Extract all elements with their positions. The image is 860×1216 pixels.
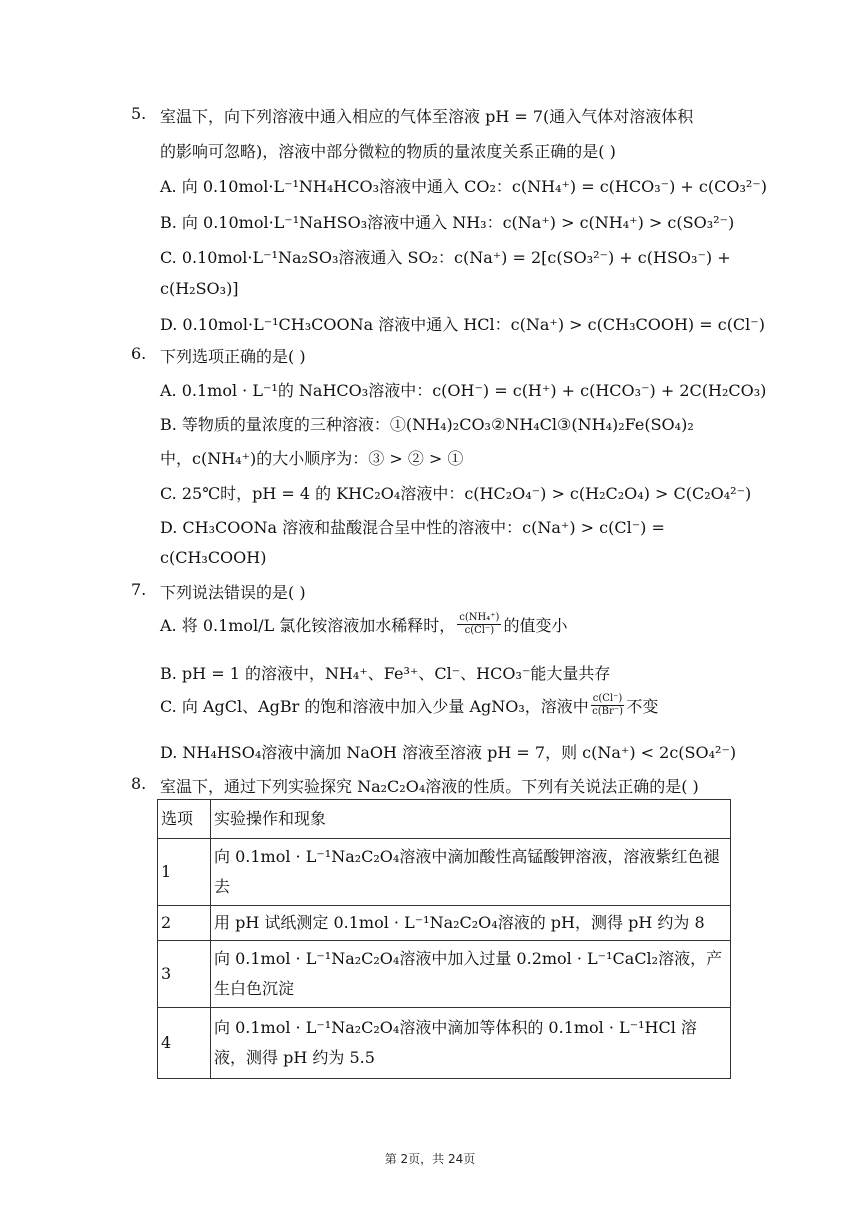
question-stem: 下列选项正确的是( ) [160, 347, 306, 366]
option-d: D. NH₄HSO₄溶液中滴加 NaOH 溶液至溶液 pH = 7，则 c(Na⁺) < 2c(SO₄²⁻) [160, 743, 737, 762]
option-d: D. 0.10mol·L⁻¹CH₃COONa 溶液中通入 HCl：c(Na⁺) > c(CH₃COOH) = c(Cl⁻) [160, 315, 765, 334]
table-header-cell: 选项 [158, 800, 211, 839]
option-a: A. 向 0.10mol·L⁻¹NH₄HCO₃溶液中通入 CO₂：c(NH₄⁺) = c(HCO₃⁻) + c(CO₃²⁻) [160, 177, 767, 196]
option-b: B. pH = 1 的溶液中，NH₄⁺、Fe³⁺、Cl⁻、HCO₃⁻能大量共存 [160, 664, 611, 683]
table-cell: 向 0.1mol · L⁻¹Na₂C₂O₄溶液中加入过量 0.2mol · L⁻¹CaCl₂溶液，产生白色沉淀 [211, 941, 731, 1008]
option-d: D. CH₃COONa 溶液和盐酸混合呈中性的溶液中：c(Na⁺) > c(Cl⁻) = [160, 518, 665, 537]
table-cell: 用 pH 试纸测定 0.1mol · L⁻¹Na₂C₂O₄溶液的 pH，测得 pH 约为 8 [211, 906, 731, 941]
option-c: C. 0.10mol·L⁻¹Na₂SO₃溶液通入 SO₂：c(Na⁺) = 2[c(SO₃²⁻) + c(HSO₃⁻) + [160, 248, 731, 267]
option-a-tail: 的值变小 [503, 616, 568, 635]
table-cell: 3 [158, 941, 211, 1008]
table-cell: 向 0.1mol · L⁻¹Na₂C₂O₄溶液中滴加酸性高锰酸钾溶液，溶液紫红色褪去 [211, 839, 731, 906]
fraction-denominator: c(Cl⁻) [464, 625, 495, 636]
option-c [160, 693, 658, 718]
option-a-text: A. 将 0.1mol/L 氯化铵溶液加水稀释时， [160, 616, 456, 635]
table-row [158, 941, 731, 1008]
table-cell: 2 [158, 906, 211, 941]
fraction-denominator: c(Br⁻) [592, 706, 623, 717]
fraction-numerator: c(Cl⁻) [592, 693, 623, 704]
option-c-cont: c(H₂SO₃)] [160, 279, 239, 298]
question-number: 7. [131, 580, 147, 599]
page-footer: 第 2页，共 24页 [384, 1152, 476, 1166]
option-c-text: C. 向 AgCl、AgBr 的饱和溶液中加入少量 AgNO₃，溶液中 [160, 697, 589, 716]
table-header-row [158, 800, 731, 839]
question-stem: 下列说法错误的是( ) [160, 583, 306, 602]
table-row [158, 839, 731, 906]
option-b: B. 向 0.10mol·L⁻¹NaHSO₃溶液中通入 NH₃：c(Na⁺) > c(NH₄⁺) > c(SO₃²⁻) [160, 213, 735, 232]
option-b-cont: 中，c(NH₄⁺)的大小顺序为：③ > ② > ① [160, 449, 464, 468]
table-row [158, 1008, 731, 1079]
option-b: B. 等物质的量浓度的三种溶液：①(NH₄)₂CO₃②NH₄Cl③(NH₄)₂Fe(SO₄)₂ [160, 415, 694, 434]
question-number: 6. [131, 344, 147, 363]
experiment-table [157, 799, 731, 1079]
question-number: 8. [131, 774, 147, 793]
fraction [591, 693, 625, 718]
question-number: 5. [131, 104, 147, 123]
fraction [457, 612, 501, 637]
option-c: C. 25℃时，pH = 4 的 KHC₂O₄溶液中：c(HC₂O₄⁻) > c(H₂C₂O₄) > C(C₂O₄²⁻) [160, 484, 752, 503]
option-a: A. 0.1mol · L⁻¹的 NaHCO₃溶液中：c(OH⁻) = c(H⁺) + c(HCO₃⁻) + 2C(H₂CO₃) [160, 381, 767, 400]
option-c-tail: 不变 [626, 697, 659, 716]
fraction-numerator: c(NH₄⁺) [459, 612, 500, 623]
option-a [160, 612, 567, 637]
table-cell: 1 [158, 839, 211, 906]
table-cell: 4 [158, 1008, 211, 1079]
table-header-cell: 实验操作和现象 [211, 800, 731, 839]
table-cell: 向 0.1mol · L⁻¹Na₂C₂O₄溶液中滴加等体积的 0.1mol · L⁻¹HCl 溶液，测得 pH 约为 5.5 [211, 1008, 731, 1079]
option-d-cont: c(CH₃COOH) [160, 548, 267, 567]
question-stem-cont: 的影响可忽略)，溶液中部分微粒的物质的量浓度关系正确的是( ) [160, 142, 616, 161]
table-row [158, 906, 731, 941]
question-stem: 室温下，通过下列实验探究 Na₂C₂O₄溶液的性质。下列有关说法正确的是( ) [160, 777, 699, 796]
question-stem: 室温下，向下列溶液中通入相应的气体至溶液 pH = 7(通入气体对溶液体积 [160, 107, 694, 126]
